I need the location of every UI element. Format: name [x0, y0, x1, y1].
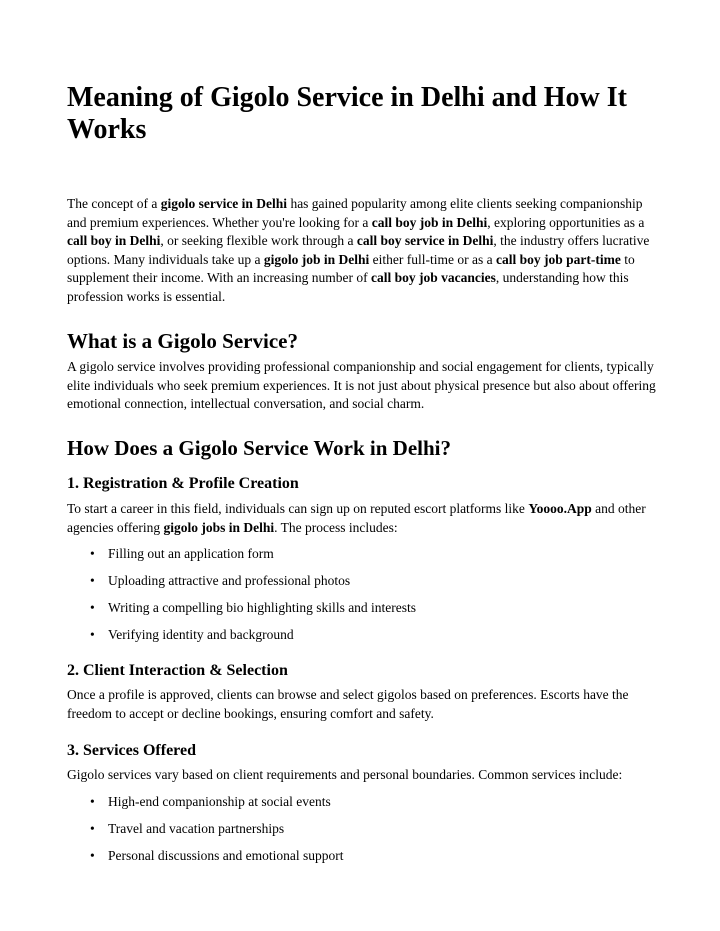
intro-keyword: call boy service in Delhi [356, 233, 494, 249]
list-item: • Personal discussions and emotional support [67, 847, 659, 874]
intro-keyword: gigolo job in Delhi [263, 251, 370, 267]
step1-paragraph [67, 500, 659, 537]
list-item: • Writing a compelling bio highlighting skills and interests [67, 599, 659, 626]
intro-text: The concept of a [67, 196, 161, 211]
step2-heading: 2. Client Interaction & Selection [67, 662, 288, 679]
step1-text: To start a career in this field, individuals can sign up on reputed escort platforms like [67, 501, 529, 516]
what-paragraph: A gigolo service involves providing professional companionship and social engagement for clients, typically elite individuals who seek premium experiences. It is not just about physical presence but also about offering emotional connection, intellectual conversation, and social charm. [67, 359, 656, 412]
step3-list [67, 793, 659, 874]
step2-paragraph: Once a profile is approved, clients can browse and select gigolos based on preferences. Escorts have the freedom to accept or decline bookings, ensuring comfort and safety. [67, 687, 629, 721]
list-item: • High-end companionship at social events [67, 793, 659, 820]
step1-text: and other agencies offering [67, 501, 646, 535]
intro-keyword: gigolo service in Delhi [160, 196, 288, 211]
list-item: • Filling out an application form [67, 545, 659, 572]
intro-paragraph [67, 195, 659, 307]
step1-keyword: Yoooo.App [528, 501, 592, 516]
intro-text: either full-time or as a [369, 251, 496, 267]
intro-keyword: call boy job vacancies [371, 270, 496, 286]
step3-paragraph: Gigolo services vary based on client requirements and personal boundaries. Common services include: [67, 767, 623, 782]
step1-list [67, 545, 659, 653]
intro-keyword: call boy job in Delhi [371, 214, 488, 230]
list-item: • Verifying identity and background [67, 626, 659, 653]
intro-keyword: call boy in Delhi [67, 233, 161, 249]
step1-heading: 1. Registration & Profile Creation [67, 475, 299, 492]
intro-keyword: call boy job part-time [495, 251, 621, 267]
intro-text: , the industry offers lucrative options. Many individuals take up a [67, 233, 650, 267]
step3-heading: 3. Services Offered [67, 742, 196, 759]
step1-keyword: gigolo jobs in Delhi [163, 519, 275, 535]
page-title: Meaning of Gigolo Service in Delhi and How It Works [67, 82, 627, 145]
intro-text: to supplement their income. With an increasing number of [67, 251, 635, 286]
intro-text: , exploring opportunities as a [487, 214, 645, 230]
section-heading-how: How Does a Gigolo Service Work in Delhi? [67, 436, 452, 460]
step1-text: . The process includes: [274, 519, 398, 535]
list-item: • Uploading attractive and professional photos [67, 572, 659, 599]
intro-text: , understanding how this profession works is essential. [67, 270, 629, 304]
intro-text: , or seeking flexible work through a [160, 233, 357, 249]
intro-text: has gained popularity among elite clients seeking companionship and premium experiences. Whether you're looking for a [67, 196, 643, 230]
section-heading-what: What is a Gigolo Service? [67, 329, 298, 353]
list-item: • Travel and vacation partnerships [67, 820, 659, 847]
